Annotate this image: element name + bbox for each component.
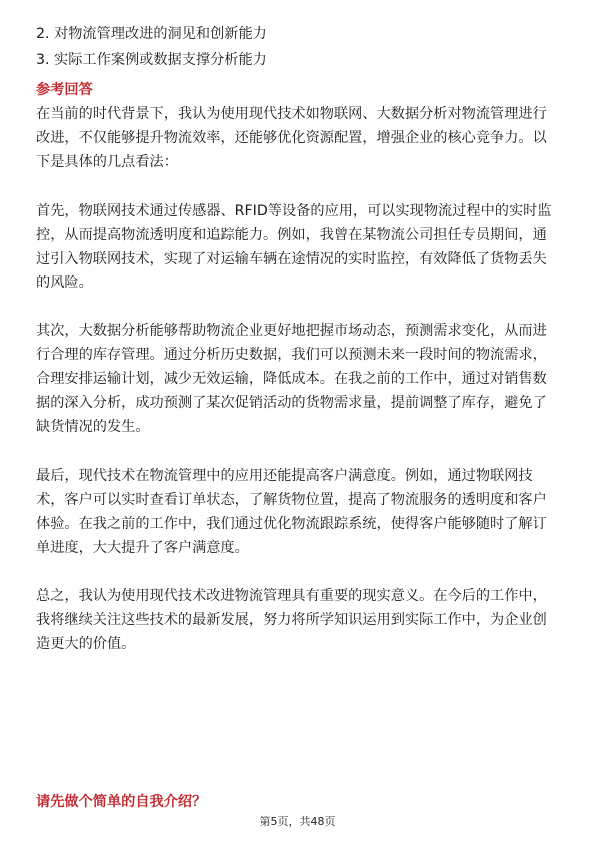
text-line: 的风险。 <box>36 274 93 291</box>
text-line: 我将继续关注这些技术的最新发展，努力将所学知识运用到实际工作中，为企业创 <box>36 612 547 628</box>
answer-paragraph-first <box>36 199 560 295</box>
page-number-footer: 第5页，共48页 <box>259 815 336 828</box>
next-question-heading: 请先做个简单的自我介绍？ <box>36 794 207 810</box>
text-line: 术，客户可以实时查看订单状态，了解货物位置，提高了物流服务的透明度和客户 <box>36 491 547 508</box>
answer-heading: 参考回答 <box>36 82 93 98</box>
text-line: 单进度，大大提升了客户满意度。 <box>36 539 249 556</box>
text-line: 合理安排运输计划，减少无效运输，降低成本。在我之前的工作中，通过对销售数 <box>36 371 547 387</box>
text-line: 缺货情况的发生。 <box>36 419 150 435</box>
text-line: 据的深入分析，成功预测了某次促销活动的货物需求量，提前调整了库存，避免了 <box>36 395 547 411</box>
text-line: 过引入物联网技术，实现了对运输车辆在途情况的实时监控，有效降低了货物丢失 <box>36 250 547 267</box>
criteria-item: 2. 对物流管理改进的洞见和创新能力 <box>36 26 267 42</box>
document-body <box>36 22 560 656</box>
text-line: 体验。在我之前的工作中，我们通过优化物流跟踪系统，使得客户能够随时了解订 <box>36 515 547 532</box>
text-line: 控，从而提高物流透明度和追踪能力。例如，我曾在某物流公司担任专员期间，通 <box>36 226 547 243</box>
text-line: 其次，大数据分析能够帮助物流企业更好地把握市场动态，预测需求变化，从而进 <box>36 323 547 339</box>
text-line: 改进，不仅能够提升物流效率，还能够优化资源配置，增强企业的核心竞争力。以 <box>36 130 547 146</box>
text-line: 下是具体的几点看法： <box>36 154 178 170</box>
text-line: 首先，物联网技术通过传感器、RFID等设备的应用，可以实现物流过程中的实时监 <box>36 202 552 219</box>
text-line: 造更大的价值。 <box>36 636 136 652</box>
answer-paragraph-conclusion <box>36 584 560 656</box>
text-line: 总之，我认为使用现代技术改进物流管理具有重要的现实意义。在今后的工作中， <box>36 588 547 604</box>
text-line: 最后，现代技术在物流管理中的应用还能提高客户满意度。例如，通过物联网技 <box>36 467 533 484</box>
answer-paragraph-third <box>36 464 560 560</box>
text-line: 在当前的时代背景下，我认为使用现代技术如物联网、大数据分析对物流管理进行 <box>36 106 547 122</box>
text-line: 行合理的库存管理。通过分析历史数据，我们可以预测未来一段时间的物流需求， <box>36 347 547 363</box>
answer-paragraph-intro <box>36 102 560 174</box>
criteria-item: 3. 实际工作案例或数据支撑分析能力 <box>36 51 267 68</box>
answer-paragraph-second <box>36 319 560 439</box>
